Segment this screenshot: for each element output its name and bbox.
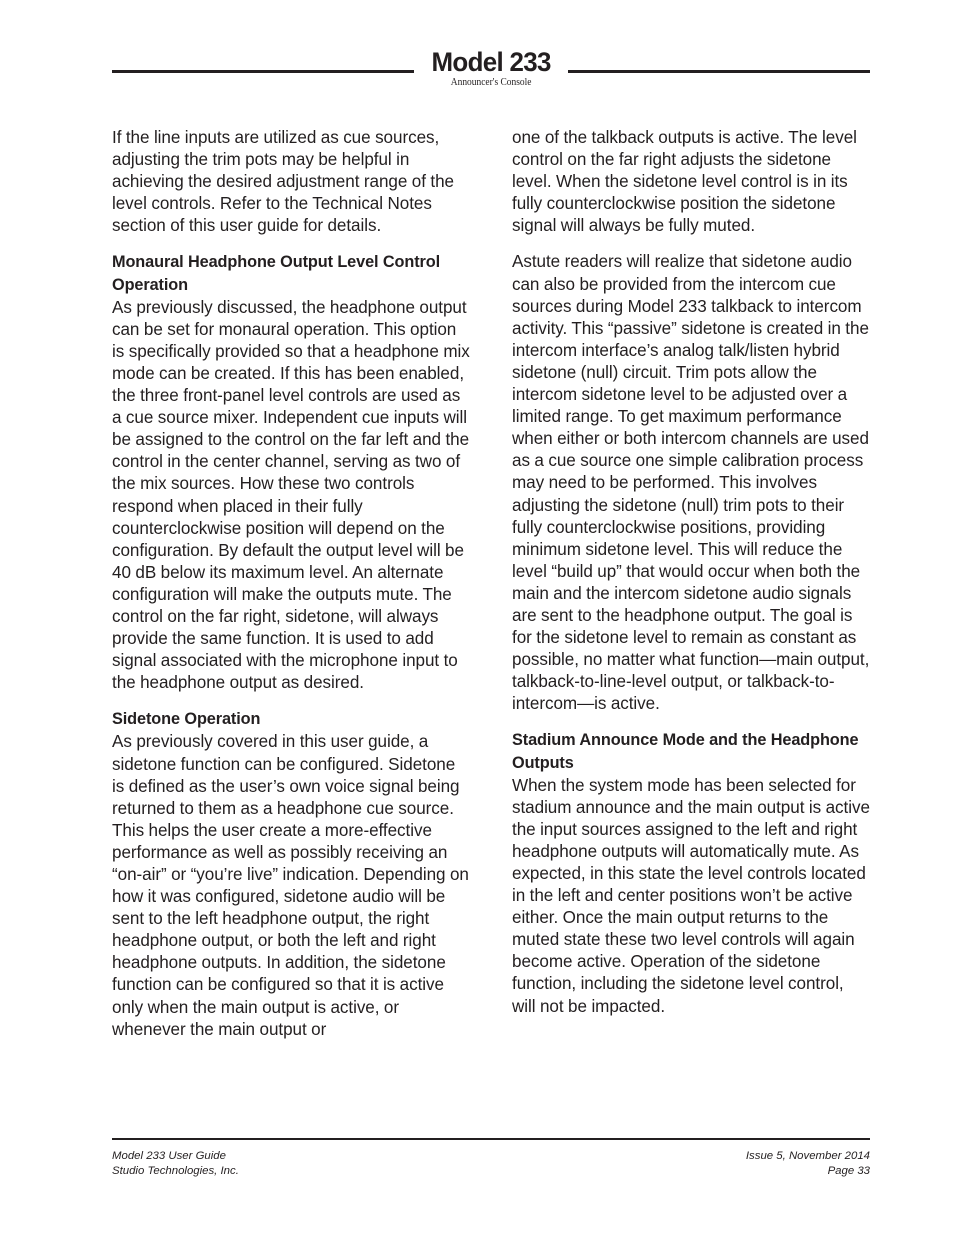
footer-document-title: Model 233 User Guide (112, 1150, 226, 1162)
left-paragraph-3: As previously covered in this user guide, a sidetone function can be configured. Sidetone is defined as the user’s own voice signal being returned to them as a headphone cue source. This helps the user create a more-effective performance as well as possibly receiving an “on-air” or “you’re live” indication. Depending on how it was configured, sidetone audio will be sent to the left headphone output, the right headphone output, or both the left and right headphone outputs. In addition, the sidetone function can be configured so that it is active only when the main output is active, or whenever the main output or (112, 732, 469, 1039)
footer-right (746, 1149, 870, 1178)
left-heading-monaural-headphone-output-level-control-operation: Monaural Headphone Output Level Control Operation (112, 253, 441, 294)
page-footer (112, 1138, 870, 1178)
right-heading-stadium-announce-mode-and-the-headphone-outputs: Stadium Announce Mode and the Headphone Outputs (512, 731, 859, 772)
footer-issue-date: Issue 5, November 2014 (745, 1150, 870, 1162)
footer-page-number: Page 33 (827, 1164, 870, 1177)
header-rule-left (112, 70, 414, 73)
body-columns (112, 127, 870, 1087)
header-rule-right (568, 70, 870, 73)
left-heading-sidetone-operation: Sidetone Operation (112, 710, 261, 729)
left-column (112, 127, 470, 1087)
page-header (112, 48, 870, 92)
right-paragraph-2: Astute readers will realize that sidetone audio can also be provided from the intercom cue sources during Model 233 talkback to intercom activity. This “passive” sidetone is created in the intercom interface’s analog talk/listen hybrid sidetone (null) circuit. Trim pots allow the intercom sidetone level to be adjusted over a limited range. To get maximum performance when either or both intercom channels are used as a cue source one simple calibration process may need to be performed. This involves adjusting the sidetone (null) trim pots to their fully counterclockwise positions, providing minimum sidetone level. This will reduce the level “build up” that would occur when both the main and the intercom sidetone audio signals are sent to the headphone output. The goal is for the sidetone level to remain as constant as possible, no matter what function—main output, talkback-to-line-level output, or talkback-to-intercom—is active. (512, 252, 870, 714)
left-paragraph-2: As previously discussed, the headphone output can be set for monaural operation. This option is specifically provided so that a headphone mix mode can be created. If this has been enabled, the three front-panel level controls are used as a cue source mixer. Independent cue inputs will be assigned to the control on the far left and the control in the center channel, serving as two of the mix sources. How these two controls respond when placed in their fully counterclockwise position will depend on the configuration. By default the output level will be 40 dB below its maximum level. An alternate configuration will make the outputs mute. The control on the far right, sidetone, will always provide the same function. It is used to add signal associated with the microphone input to the headphone output as desired. (112, 297, 470, 693)
right-paragraph-1: one of the talkback outputs is active. The level control on the far right adjusts the sidetone level. When the sidetone level control is in its fully counterclockwise position the sidetone signal will always be fully muted. (512, 128, 857, 236)
footer-row (112, 1149, 870, 1178)
header-brand (427, 48, 555, 88)
right-column (512, 127, 870, 1087)
right-paragraph-3: When the system mode has been selected for stadium announce and the main output is active the input sources assigned to the left and right headphone outputs will automatically mute. As expected, in this state the level controls located in the left and center positions won’t be active either. Once the main output returns to the muted state these two level controls will again become active. Operation of the sidetone function, including the sidetone level control, will not be impacted. (512, 775, 870, 1016)
brand-title: Model 233 (431, 47, 551, 77)
brand-subtitle: Announcer's Console (450, 77, 532, 89)
footer-left (112, 1149, 239, 1178)
footer-rule (112, 1138, 870, 1140)
footer-company-name: Studio Technologies, Inc. (112, 1164, 239, 1177)
left-paragraph-1: If the line inputs are utilized as cue sources, adjusting the trim pots may be helpful in achieving the desired adjustment range of the level controls. Refer to the Technical Notes section of this user guide for details. (112, 128, 454, 236)
